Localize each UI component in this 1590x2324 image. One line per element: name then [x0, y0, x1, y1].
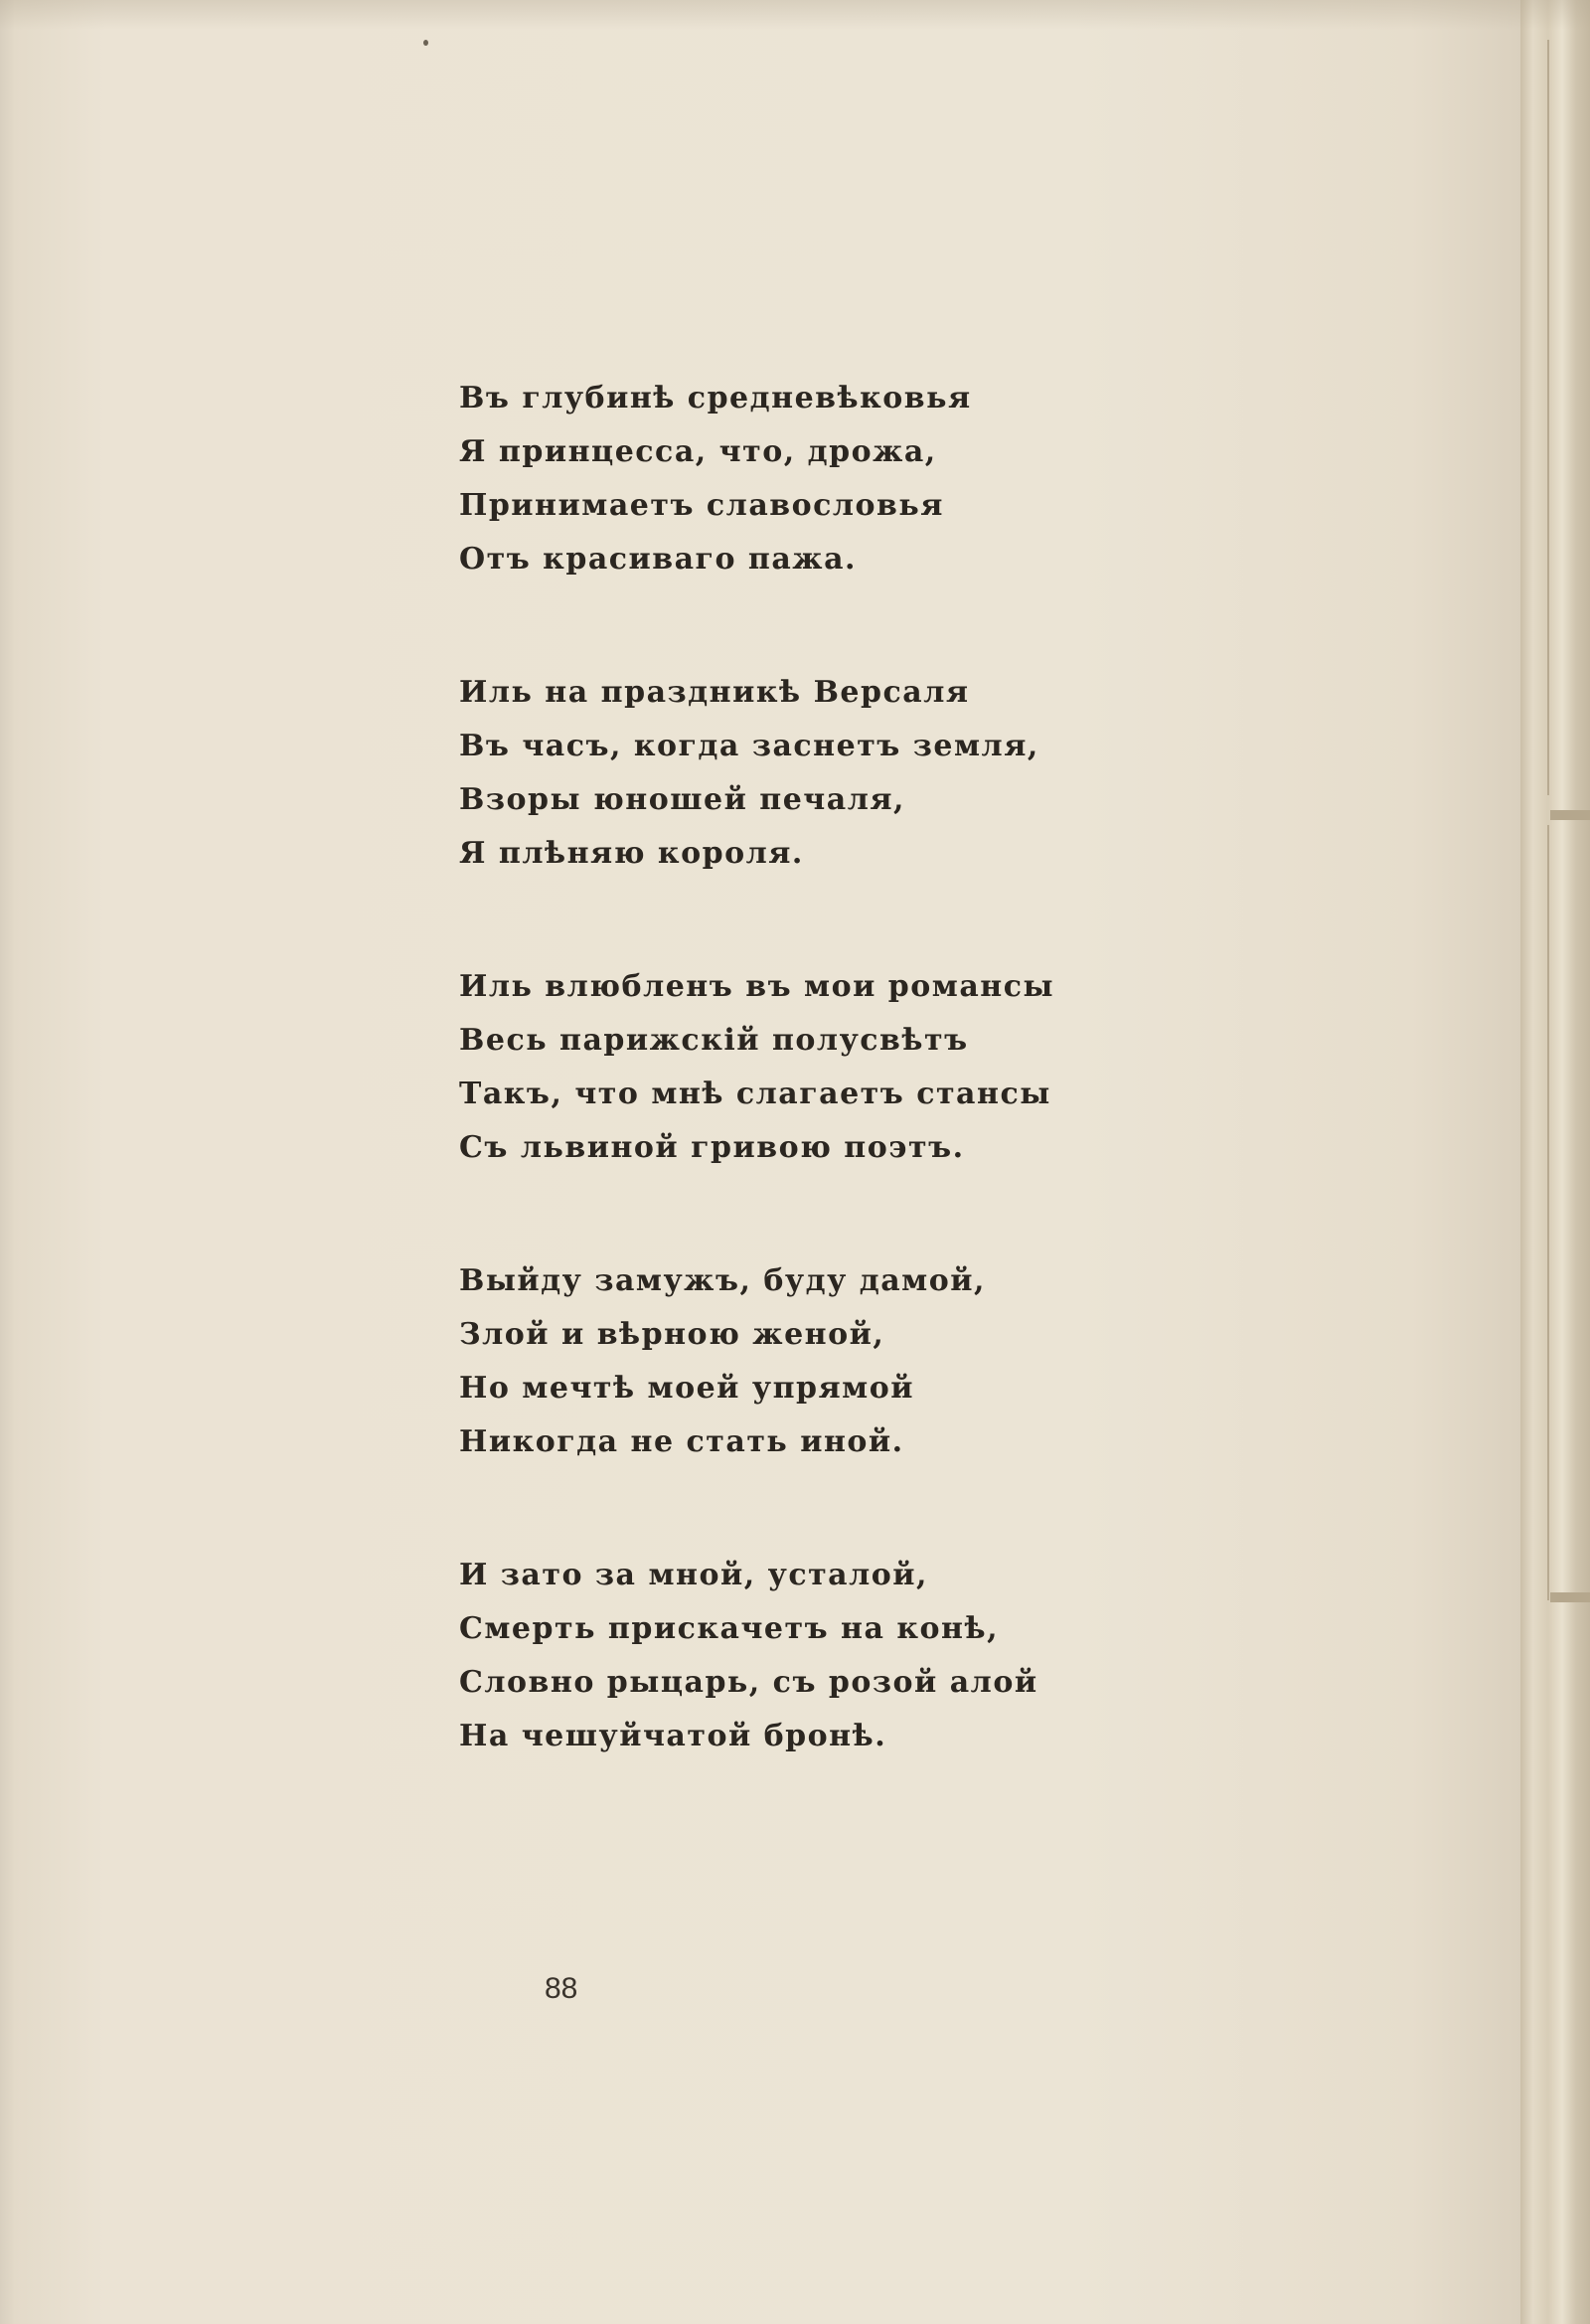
poem-line: Я плѣняю короля. — [459, 836, 804, 871]
poem-line: Иль на праздникѣ Версаля — [459, 675, 970, 710]
gutter-notch — [1550, 1592, 1590, 1602]
page-number: 88 — [545, 1972, 578, 2005]
poem-line: Иль влюбленъ въ мои романсы — [459, 969, 1055, 1004]
poem-line: Словно рыцарь, съ розой алой — [459, 1665, 1038, 1700]
poem-line: Въ глубинѣ средневѣковья — [459, 381, 972, 415]
stanza-5 — [459, 1549, 1075, 1763]
stanza-1 — [459, 372, 1075, 586]
stanza-4 — [459, 1254, 1075, 1469]
poem-line: Но мечтѣ моей упрямой — [459, 1371, 915, 1406]
poem — [459, 372, 1075, 1843]
gutter-fold-line — [1547, 825, 1549, 1600]
poem-line: Смерть прискачетъ на конѣ, — [459, 1611, 1000, 1646]
gutter-notch — [1550, 810, 1590, 820]
page-left-edge — [0, 0, 14, 2324]
poem-line: Взоры юношей печаля, — [459, 782, 905, 817]
page-top-shadow — [0, 0, 1590, 30]
poem-line: Въ часъ, когда заснетъ земля, — [459, 729, 1039, 763]
poem-line: Принимаетъ славословья — [459, 488, 944, 523]
poem-line: Отъ красиваго пажа. — [459, 542, 857, 577]
ink-speck — [423, 40, 428, 46]
stanza-2 — [459, 666, 1075, 881]
poem-line: Выйду замужъ, буду дамой, — [459, 1263, 986, 1298]
stanza-3 — [459, 960, 1075, 1175]
poem-line: Никогда не стать иной. — [459, 1424, 904, 1459]
poem-line: Злой и вѣрною женой, — [459, 1317, 885, 1352]
poem-line: Весь парижскій полусвѣтъ — [459, 1023, 969, 1058]
poem-line: И зато за мной, усталой, — [459, 1558, 928, 1592]
poem-line: На чешуйчатой бронѣ. — [459, 1719, 887, 1753]
poem-line: Такъ, что мнѣ слагаетъ стансы — [459, 1077, 1051, 1111]
poem-line: Я принцесса, что, дрожа, — [459, 434, 937, 469]
book-gutter — [1520, 0, 1590, 2324]
poem-line: Съ львиной гривою поэтъ. — [459, 1130, 965, 1165]
gutter-fold-line — [1547, 40, 1549, 795]
